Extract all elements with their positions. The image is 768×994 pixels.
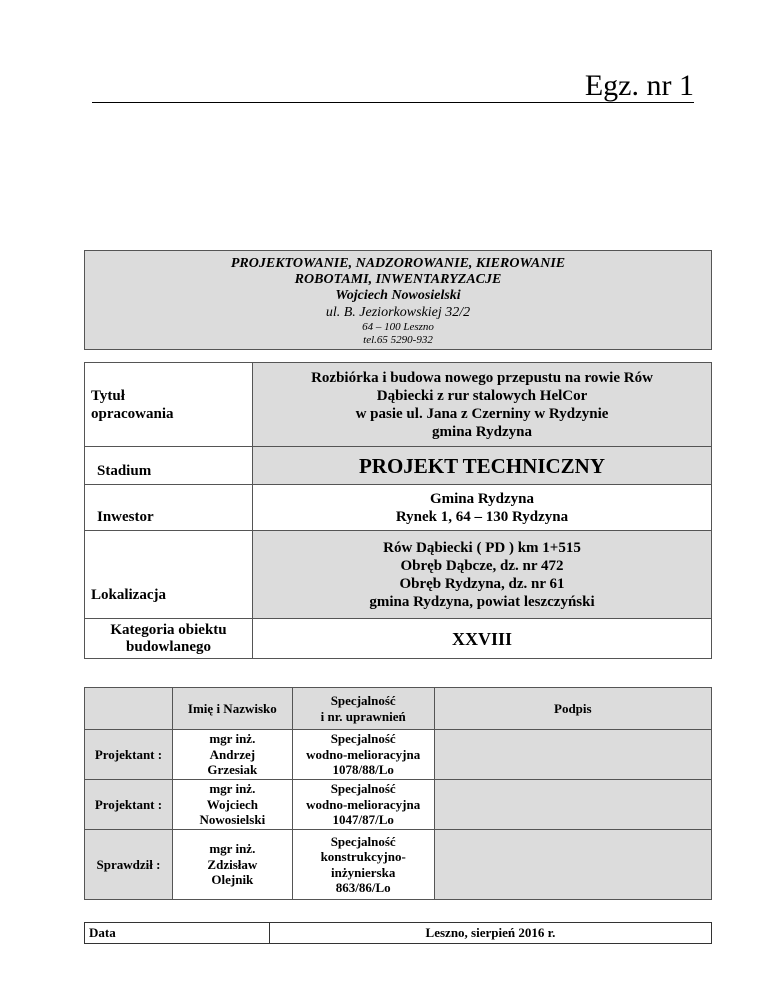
signers-header-name: Imię i Nazwisko [172,688,292,730]
spec-header-line: i nr. uprawnień [320,708,406,724]
signature-cell[interactable] [434,780,711,830]
project-info-table [84,362,712,659]
signer-name-line: mgr inż. [209,781,256,797]
signer-spec-line: 1047/87/Lo [332,812,394,828]
signer-role: Projektant : [85,780,173,830]
title-label-text: Tytuł opracowania [91,387,174,422]
stage-value: PROJEKT TECHNICZNY [253,447,712,485]
company-phone: tel.65 5290-932 [363,334,433,346]
location-row [85,531,712,619]
company-name: Wojciech Nowosielski [335,288,461,303]
title-line: Rozbiórka i budowa nowego przepustu na rowie Rów [311,369,653,386]
title-line: Dąbiecki z rur stalowych HelCor [376,387,588,404]
signer-name-line: Andrzej [209,746,256,762]
signer-spec-line: Specjalność [330,731,396,747]
signer-spec-line: inżynierska [331,864,396,880]
company-street: ul. B. Jeziorkowskiej 32/2 [325,305,471,320]
signer-spec-line: wodno-melioracyjna [306,796,421,812]
date-table [84,922,712,944]
signer-spec-line: Specjalność [330,781,396,797]
signer-name-line: Grzesiak [207,762,258,778]
signers-header-role [85,688,173,730]
signer-row [85,830,712,900]
category-label-cell [85,619,253,659]
category-label: budowlanego [125,638,212,655]
location-line: Rów Dąbiecki ( PD ) km 1+515 [383,539,581,556]
company-activity-line2: ROBOTAMI, INWENTARYZACJE [294,272,502,287]
date-row [85,923,712,944]
title-row [85,363,712,447]
title-line: w pasie ul. Jana z Czerniny w Rydzynie [355,405,609,422]
signer-spec [292,730,434,780]
signer-row [85,730,712,780]
signer-name-line: Wojciech [206,796,258,812]
signers-header-spec [292,688,434,730]
signer-spec-line: 1078/88/Lo [332,762,394,778]
investor-row [85,485,712,531]
stage-row [85,447,712,485]
investor-value-cell [253,485,712,531]
location-line: gmina Rydzyna, powiat leszczyński [369,593,595,610]
investor-line: Gmina Rydzyna [429,490,535,507]
title-value-cell [253,363,712,447]
signer-name [172,730,292,780]
signer-role: Sprawdził : [85,830,173,900]
location-line: Obręb Rydzyna, dz. nr 61 [399,575,565,592]
company-header [84,250,712,350]
category-row [85,619,712,659]
location-line: Obręb Dąbcze, dz. nr 472 [400,557,564,574]
investor-line: Rynek 1, 64 – 130 Rydzyna [395,508,569,525]
stage-label: Stadium [85,447,253,485]
signer-name [172,780,292,830]
signer-spec-line: Specjalność [330,833,396,849]
company-postal: 64 – 100 Leszno [362,321,434,333]
signers-table [84,687,712,900]
category-value: XXVIII [253,619,712,659]
signer-spec-line: konstrukcyjno- [320,849,406,864]
date-label: Data [85,923,270,944]
signer-name-line: Zdzisław [207,856,258,872]
location-value-cell [253,531,712,619]
signer-name-line: Nowosielski [199,812,266,828]
signer-name-line: mgr inż. [209,841,256,857]
copy-number: Egz. nr 1 [92,70,694,103]
signer-role: Projektant : [85,730,173,780]
signer-spec-line: 863/86/Lo [335,880,391,895]
location-label: Lokalizacja [85,531,253,619]
signature-cell[interactable] [434,730,711,780]
signer-name-line: Olejnik [211,872,254,888]
signer-spec-line: wodno-melioracyjna [306,746,421,762]
signer-name [172,830,292,900]
signers-header-sign: Podpis [434,688,711,730]
category-label: Kategoria obiektu [110,621,227,638]
spec-header-line: Specjalność [330,693,396,708]
signer-row [85,780,712,830]
title-label [89,387,252,423]
signer-name-line: mgr inż. [209,731,256,747]
signer-spec [292,830,434,900]
signers-header-row [85,688,712,730]
title-label-cell [85,363,253,447]
signature-cell[interactable] [434,830,711,900]
title-line: gmina Rydzyna [432,423,532,440]
investor-label: Inwestor [85,485,253,531]
company-activity-line1: PROJEKTOWANIE, NADZOROWANIE, KIEROWANIE [230,256,566,271]
date-value: Leszno, sierpień 2016 r. [270,923,712,944]
signer-spec [292,780,434,830]
